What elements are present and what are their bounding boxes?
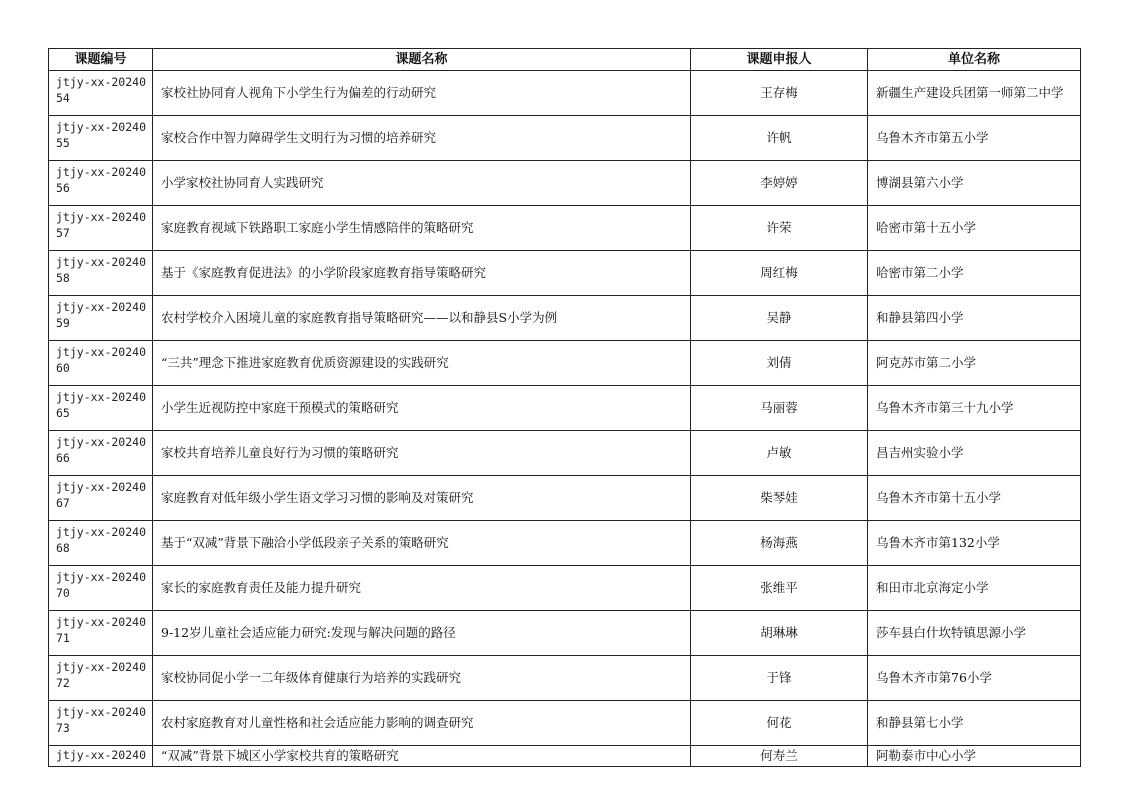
unit-cell: 哈密市第二小学 <box>868 251 1081 296</box>
project-id-cell <box>49 296 153 341</box>
project-title-cell: 农村学校介入困境儿童的家庭教育指导策略研究——以和静县S小学为例 <box>153 296 691 341</box>
unit-cell: 莎车县白什坎特镇思源小学 <box>868 611 1081 656</box>
header-unit: 单位名称 <box>868 49 1081 71</box>
project-id-suffix: 59 <box>56 316 70 330</box>
project-title-cell: 小学家校社协同育人实践研究 <box>153 161 691 206</box>
project-id-suffix: 70 <box>56 586 70 600</box>
project-table <box>48 48 1081 767</box>
header-project-id: 课题编号 <box>49 49 153 71</box>
project-id-prefix: jtjy-xx-20240 <box>56 345 147 359</box>
project-id-cell <box>49 386 153 431</box>
unit-cell: 和田市北京海定小学 <box>868 566 1081 611</box>
project-id-suffix: 68 <box>56 541 70 555</box>
unit-cell: 哈密市第十五小学 <box>868 206 1081 251</box>
header-project-title: 课题名称 <box>153 49 691 71</box>
project-id-prefix: jtjy-xx-20240 <box>56 75 147 89</box>
project-title-cell: 基于《家庭教育促进法》的小学阶段家庭教育指导策略研究 <box>153 251 691 296</box>
project-id-prefix: jtjy-xx-20240 <box>56 435 147 449</box>
unit-cell: 博湖县第六小学 <box>868 161 1081 206</box>
project-id-cell <box>49 656 153 701</box>
project-title-cell: 家长的家庭教育责任及能力提升研究 <box>153 566 691 611</box>
project-title-cell: 农村家庭教育对儿童性格和社会适应能力影响的调查研究 <box>153 701 691 746</box>
unit-cell: 乌鲁木齐市第三十九小学 <box>868 386 1081 431</box>
project-id-prefix: jtjy-xx-20240 <box>56 120 147 134</box>
project-title-cell: 家校协同促小学一二年级体育健康行为培养的实践研究 <box>153 656 691 701</box>
project-id-suffix: 71 <box>56 631 70 645</box>
table-row <box>49 566 1081 611</box>
table-row <box>49 476 1081 521</box>
table-row <box>49 71 1081 116</box>
applicant-cell: 柴琴娃 <box>691 476 868 521</box>
project-id-cell <box>49 161 153 206</box>
project-id-prefix: jtjy-xx-20240 <box>56 480 147 494</box>
table-row <box>49 296 1081 341</box>
project-id-cell <box>49 431 153 476</box>
project-title-cell: 9-12岁儿童社会适应能力研究:发现与解决问题的路径 <box>153 611 691 656</box>
project-id-prefix: jtjy-xx-20240 <box>56 390 147 404</box>
unit-cell: 昌吉州实验小学 <box>868 431 1081 476</box>
unit-cell: 阿勒泰市中心小学 <box>868 746 1081 767</box>
unit-cell: 乌鲁木齐市第76小学 <box>868 656 1081 701</box>
project-id-suffix: 65 <box>56 406 70 420</box>
applicant-cell: 周红梅 <box>691 251 868 296</box>
project-id-suffix: 56 <box>56 181 70 195</box>
table-row <box>49 656 1081 701</box>
unit-cell: 新疆生产建设兵团第一师第二中学 <box>868 71 1081 116</box>
project-id-suffix: 73 <box>56 721 70 735</box>
project-title-cell: 家校共育培养儿童良好行为习惯的策略研究 <box>153 431 691 476</box>
project-id-prefix: jtjy-xx-20240 <box>56 300 147 314</box>
unit-cell: 和静县第四小学 <box>868 296 1081 341</box>
unit-cell: 乌鲁木齐市第五小学 <box>868 116 1081 161</box>
project-id-suffix: 60 <box>56 361 70 375</box>
project-id-suffix: 66 <box>56 451 70 465</box>
applicant-cell: 卢敏 <box>691 431 868 476</box>
project-id-prefix: jtjy-xx-20240 <box>56 615 147 629</box>
table-row <box>49 161 1081 206</box>
project-id-cell <box>49 341 153 386</box>
applicant-cell: 于锋 <box>691 656 868 701</box>
project-id-cell <box>49 701 153 746</box>
table-row <box>49 611 1081 656</box>
header-applicant: 课题申报人 <box>691 49 868 71</box>
project-title-cell: “双减”背景下城区小学家校共育的策略研究 <box>153 746 691 767</box>
table-header-row <box>49 49 1081 71</box>
applicant-cell: 王存梅 <box>691 71 868 116</box>
table-row <box>49 116 1081 161</box>
project-id-prefix: jtjy-xx-20240 <box>56 210 147 224</box>
project-id-suffix: 54 <box>56 91 70 105</box>
applicant-cell: 何寿兰 <box>691 746 868 767</box>
project-id-cell <box>49 206 153 251</box>
table-row <box>49 431 1081 476</box>
applicant-cell: 吴静 <box>691 296 868 341</box>
applicant-cell: 马丽蓉 <box>691 386 868 431</box>
table-row <box>49 341 1081 386</box>
table-row <box>49 746 1081 767</box>
project-id-prefix: jtjy-xx-20240 <box>56 570 147 584</box>
project-id-prefix: jtjy-xx-20240 <box>56 748 147 762</box>
project-title-cell: “三共”理念下推进家庭教育优质资源建设的实践研究 <box>153 341 691 386</box>
project-list-sheet <box>48 48 1080 767</box>
project-id-prefix: jtjy-xx-20240 <box>56 660 147 674</box>
applicant-cell: 许帆 <box>691 116 868 161</box>
project-id-prefix: jtjy-xx-20240 <box>56 705 147 719</box>
project-id-cell <box>49 521 153 566</box>
project-id-suffix: 67 <box>56 496 70 510</box>
project-id-suffix: 57 <box>56 226 70 240</box>
table-row <box>49 206 1081 251</box>
unit-cell: 乌鲁木齐市第十五小学 <box>868 476 1081 521</box>
project-id-cell <box>49 746 153 767</box>
unit-cell: 阿克苏市第二小学 <box>868 341 1081 386</box>
project-id-cell <box>49 251 153 296</box>
applicant-cell: 何花 <box>691 701 868 746</box>
project-id-suffix: 58 <box>56 271 70 285</box>
applicant-cell: 张维平 <box>691 566 868 611</box>
unit-cell: 和静县第七小学 <box>868 701 1081 746</box>
table-row <box>49 386 1081 431</box>
applicant-cell: 胡琳琳 <box>691 611 868 656</box>
project-title-cell: 基于“双减”背景下融洽小学低段亲子关系的策略研究 <box>153 521 691 566</box>
project-id-prefix: jtjy-xx-20240 <box>56 255 147 269</box>
table-row <box>49 251 1081 296</box>
project-id-suffix: 72 <box>56 676 70 690</box>
applicant-cell: 杨海燕 <box>691 521 868 566</box>
project-id-prefix: jtjy-xx-20240 <box>56 525 147 539</box>
project-id-prefix: jtjy-xx-20240 <box>56 165 147 179</box>
project-id-cell <box>49 116 153 161</box>
project-title-cell: 家校合作中智力障碍学生文明行为习惯的培养研究 <box>153 116 691 161</box>
project-title-cell: 小学生近视防控中家庭干预模式的策略研究 <box>153 386 691 431</box>
project-id-cell <box>49 611 153 656</box>
unit-cell: 乌鲁木齐市第132小学 <box>868 521 1081 566</box>
project-id-cell <box>49 566 153 611</box>
applicant-cell: 刘倩 <box>691 341 868 386</box>
applicant-cell: 许荣 <box>691 206 868 251</box>
project-id-cell <box>49 71 153 116</box>
applicant-cell: 李婷婷 <box>691 161 868 206</box>
project-title-cell: 家庭教育对低年级小学生语文学习习惯的影响及对策研究 <box>153 476 691 521</box>
project-title-cell: 家庭教育视域下铁路职工家庭小学生情感陪伴的策略研究 <box>153 206 691 251</box>
project-id-suffix: 55 <box>56 136 70 150</box>
project-id-cell <box>49 476 153 521</box>
table-row <box>49 701 1081 746</box>
project-title-cell: 家校社协同育人视角下小学生行为偏差的行动研究 <box>153 71 691 116</box>
table-row <box>49 521 1081 566</box>
